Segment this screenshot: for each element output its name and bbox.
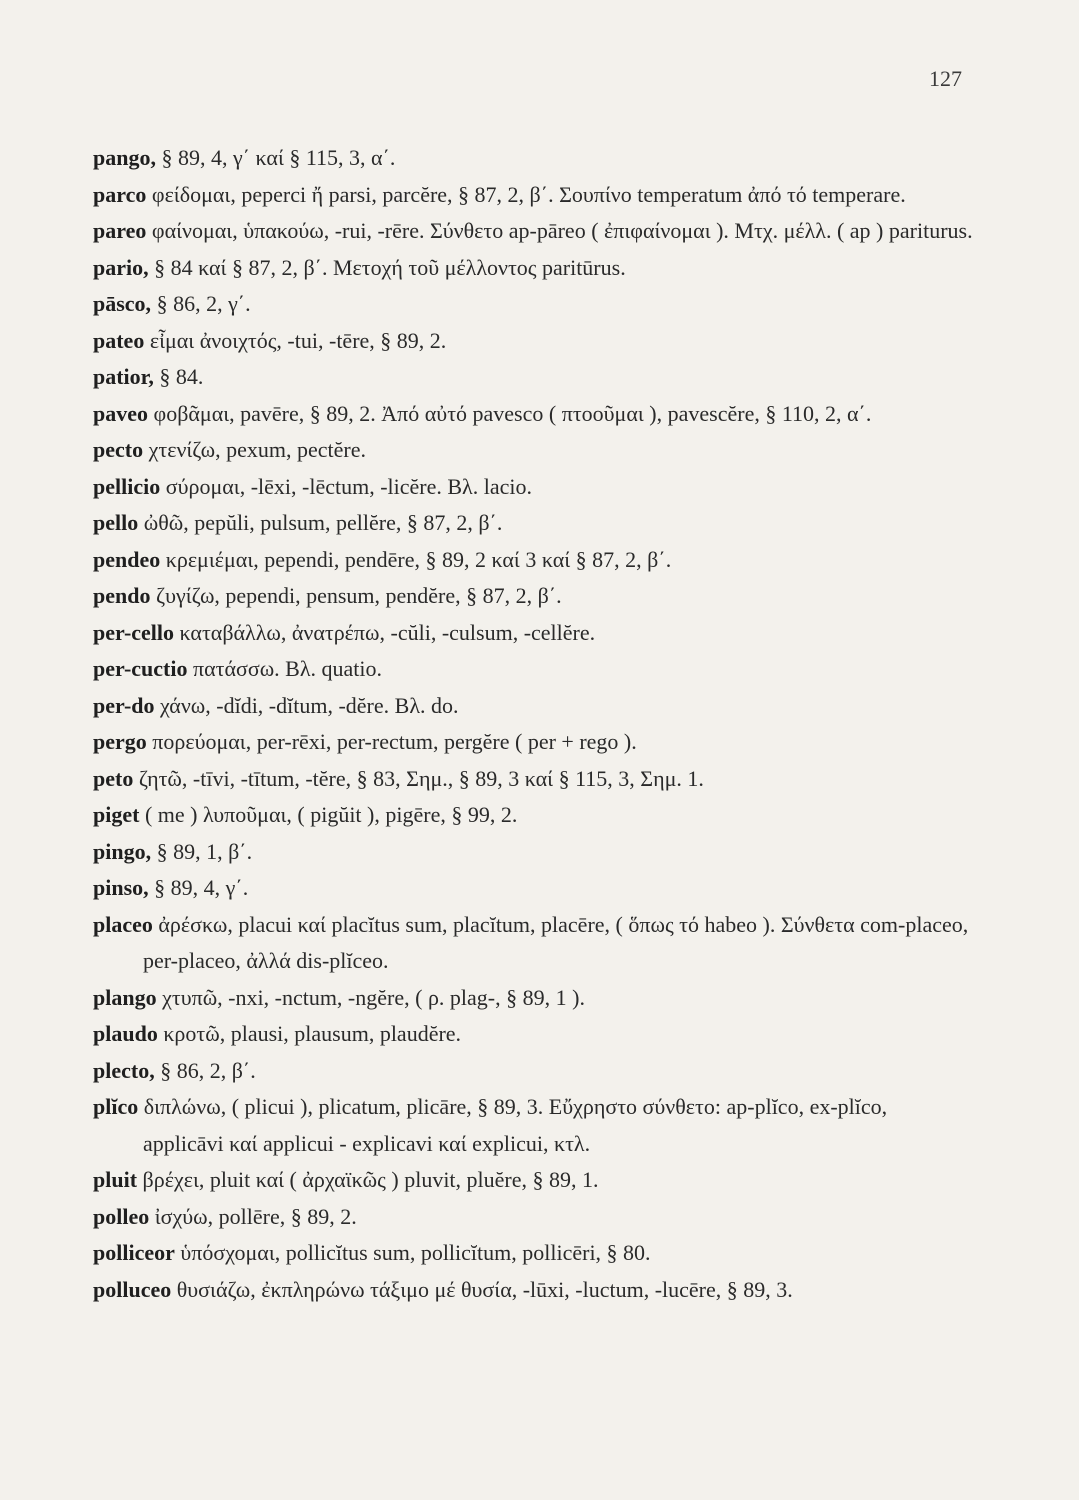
entry-lemma: placeo <box>93 911 153 937</box>
entry-text: χτυπῶ, -nxi, -nctum, -ngĕre, ( ρ. plag-, § 89, 1 ). <box>162 984 585 1010</box>
dictionary-entry <box>93 797 973 834</box>
dictionary-entry <box>93 505 973 542</box>
entry-text: χτενίζω, pexum, pectĕre. <box>148 437 366 462</box>
entry-text: διπλώνω, ( plicui ), plicatum, plicāre, § 89, 3. Εὔχρηστο σύνθετο: ap-plĭco, ex-plĭco, applicāvi καί applicui - explicavi καί explicui, κτλ. <box>143 1094 888 1156</box>
entry-text: κρεμιέμαι, pependi, pendēre, § 89, 2 καί 3 καί § 87, 2, β΄. <box>165 546 672 572</box>
entry-text: ζητῶ, -tīvi, -tītum, -tĕre, § 83, Σημ., § 89, 3 καί § 115, 3, Σημ. 1. <box>138 765 704 791</box>
entry-lemma: pergo <box>93 729 147 754</box>
entry-text: χάνω, -dĭdi, -dĭtum, -dĕre. Βλ. do. <box>160 692 459 718</box>
dictionary-entry <box>93 1235 973 1272</box>
dictionary-entry <box>93 177 973 214</box>
dictionary-entry <box>93 432 973 469</box>
dictionary-entry <box>93 1016 973 1053</box>
entry-text: φοβᾶμαι, pavēre, § 89, 2. Ἀπό αὐτό pavesco ( πτοοῦμαι ), pavescĕre, § 110, 2, α΄. <box>153 400 872 426</box>
dictionary-entry <box>93 834 973 871</box>
entry-text: ἀρέσκω, placui καί placĭtus sum, placĭtum, placēre, ( ὅπως τό habeo ). Σύνθετα com-placeo, per-placeo, ἀλλά dis-plĭceo. <box>143 911 969 973</box>
entry-lemma: peto <box>93 765 134 791</box>
entry-lemma: pingo, <box>93 838 152 864</box>
dictionary-entry <box>93 213 973 250</box>
entry-text: ἰσχύω, pollēre, § 89, 2. <box>154 1203 357 1229</box>
entry-text: ὑπόσχομαι, pollicĭtus sum, pollicĭtum, pollicēri, § 80. <box>180 1240 651 1265</box>
entry-lemma: pāsco, <box>93 291 152 316</box>
dictionary-entry <box>93 396 973 433</box>
entry-text: ζυγίζω, pependi, pensum, pendĕre, § 87, 2, β΄. <box>155 583 562 608</box>
dictionary-entry <box>93 469 973 506</box>
entry-lemma: pareo <box>93 218 147 243</box>
entry-lemma: polleo <box>93 1203 150 1229</box>
entry-text: § 86, 2, γ΄. <box>156 291 251 316</box>
dictionary-entry <box>93 140 973 177</box>
entry-lemma: per-cuctio <box>93 656 188 681</box>
entry-text: κροτῶ, plausi, plausum, plaudĕre. <box>163 1021 462 1046</box>
entry-lemma: piget <box>93 802 140 827</box>
dictionary-entry <box>93 1089 973 1162</box>
entry-text: § 89, 1, β΄. <box>156 838 253 864</box>
entry-lemma: plaudo <box>93 1021 158 1046</box>
dictionary-entry <box>93 651 973 688</box>
entry-text: θυσιάζω, ἐκπληρώνω τάξιμο μέ θυσία, -lūxi, -luctum, -lucēre, § 89, 3. <box>176 1276 793 1302</box>
entry-text: σύρομαι, -lēxi, -lēctum, -licĕre. Βλ. lacio. <box>165 473 532 499</box>
page-number: 127 <box>929 66 962 91</box>
dictionary-entry <box>93 359 973 396</box>
entry-text: § 89, 4, γ΄. <box>154 875 249 900</box>
entry-lemma: pendo <box>93 583 151 608</box>
entry-lemma: patior, <box>93 364 154 389</box>
dictionary-entry <box>93 870 973 907</box>
dictionary-entries <box>93 140 973 1308</box>
entry-lemma: polliceor <box>93 1240 175 1265</box>
dictionary-entry <box>93 1162 973 1199</box>
entry-text: φείδομαι, peperci ἤ parsi, parcĕre, § 87, 2, β΄. Σουπίνο temperatum ἀπό τό temperare. <box>151 181 906 207</box>
entry-text: φαίνομαι, ὑπακούω, -rui, -rēre. Σύνθετο ap-pāreo ( ἐπιφαίνομαι ). Μτχ. μέλλ. ( ap ) pariturus. <box>151 218 973 243</box>
entry-text: § 89, 4, γ΄ καί § 115, 3, α΄. <box>161 145 396 170</box>
entry-text: βρέχει, pluit καί ( ἀρχαϊκῶς ) pluvit, pluĕre, § 89, 1. <box>142 1167 599 1192</box>
dictionary-entry <box>93 688 973 725</box>
entry-text: πατάσσω. Βλ. quatio. <box>192 656 383 681</box>
dictionary-entry <box>93 1199 973 1236</box>
entry-text: εἶμαι ἀνοιχτός, -tui, -tēre, § 89, 2. <box>149 327 447 353</box>
entry-text: πορεύομαι, per-rēxi, per-rectum, pergĕre ( per + rego ). <box>152 729 637 754</box>
entry-text: ( me ) λυποῦμαι, ( pigŭit ), pigēre, § 99, 2. <box>144 802 518 827</box>
entry-lemma: parco <box>93 181 147 207</box>
dictionary-entry <box>93 724 973 761</box>
entry-lemma: paveo <box>93 400 148 426</box>
entry-text: § 84. <box>159 364 204 389</box>
entry-lemma: plecto, <box>93 1057 155 1083</box>
entry-lemma: per-do <box>93 692 155 718</box>
dictionary-entry <box>93 1272 973 1309</box>
entry-lemma: plĭco <box>93 1094 139 1119</box>
dictionary-entry <box>93 286 973 323</box>
dictionary-entry <box>93 1053 973 1090</box>
entry-lemma: pellicio <box>93 473 161 499</box>
entry-lemma: pateo <box>93 327 145 353</box>
entry-lemma: per-cello <box>93 619 175 645</box>
entry-lemma: pendeo <box>93 546 161 572</box>
dictionary-entry <box>93 323 973 360</box>
entry-lemma: pario, <box>93 254 149 280</box>
entry-text: § 86, 2, β΄. <box>160 1057 256 1083</box>
entry-lemma: pello <box>93 510 139 535</box>
entry-lemma: pecto <box>93 437 144 462</box>
dictionary-entry <box>93 907 973 980</box>
dictionary-entry <box>93 542 973 579</box>
dictionary-entry <box>93 980 973 1017</box>
entry-text: καταβάλλω, ἀνατρέπω, -cŭli, -culsum, -cellĕre. <box>179 619 596 645</box>
dictionary-entry <box>93 578 973 615</box>
entry-text: § 84 καί § 87, 2, β΄. Μετοχή τοῦ μέλλοντος paritūrus. <box>154 254 626 280</box>
entry-lemma: polluceo <box>93 1276 172 1302</box>
entry-lemma: pango, <box>93 145 156 170</box>
entry-lemma: pinso, <box>93 875 149 900</box>
dictionary-entry <box>93 250 973 287</box>
dictionary-entry <box>93 761 973 798</box>
entry-lemma: plango <box>93 984 157 1010</box>
entry-text: ὠθῶ, pepŭli, pulsum, pellĕre, § 87, 2, β΄. <box>143 510 503 535</box>
dictionary-entry <box>93 615 973 652</box>
entry-lemma: pluit <box>93 1167 138 1192</box>
